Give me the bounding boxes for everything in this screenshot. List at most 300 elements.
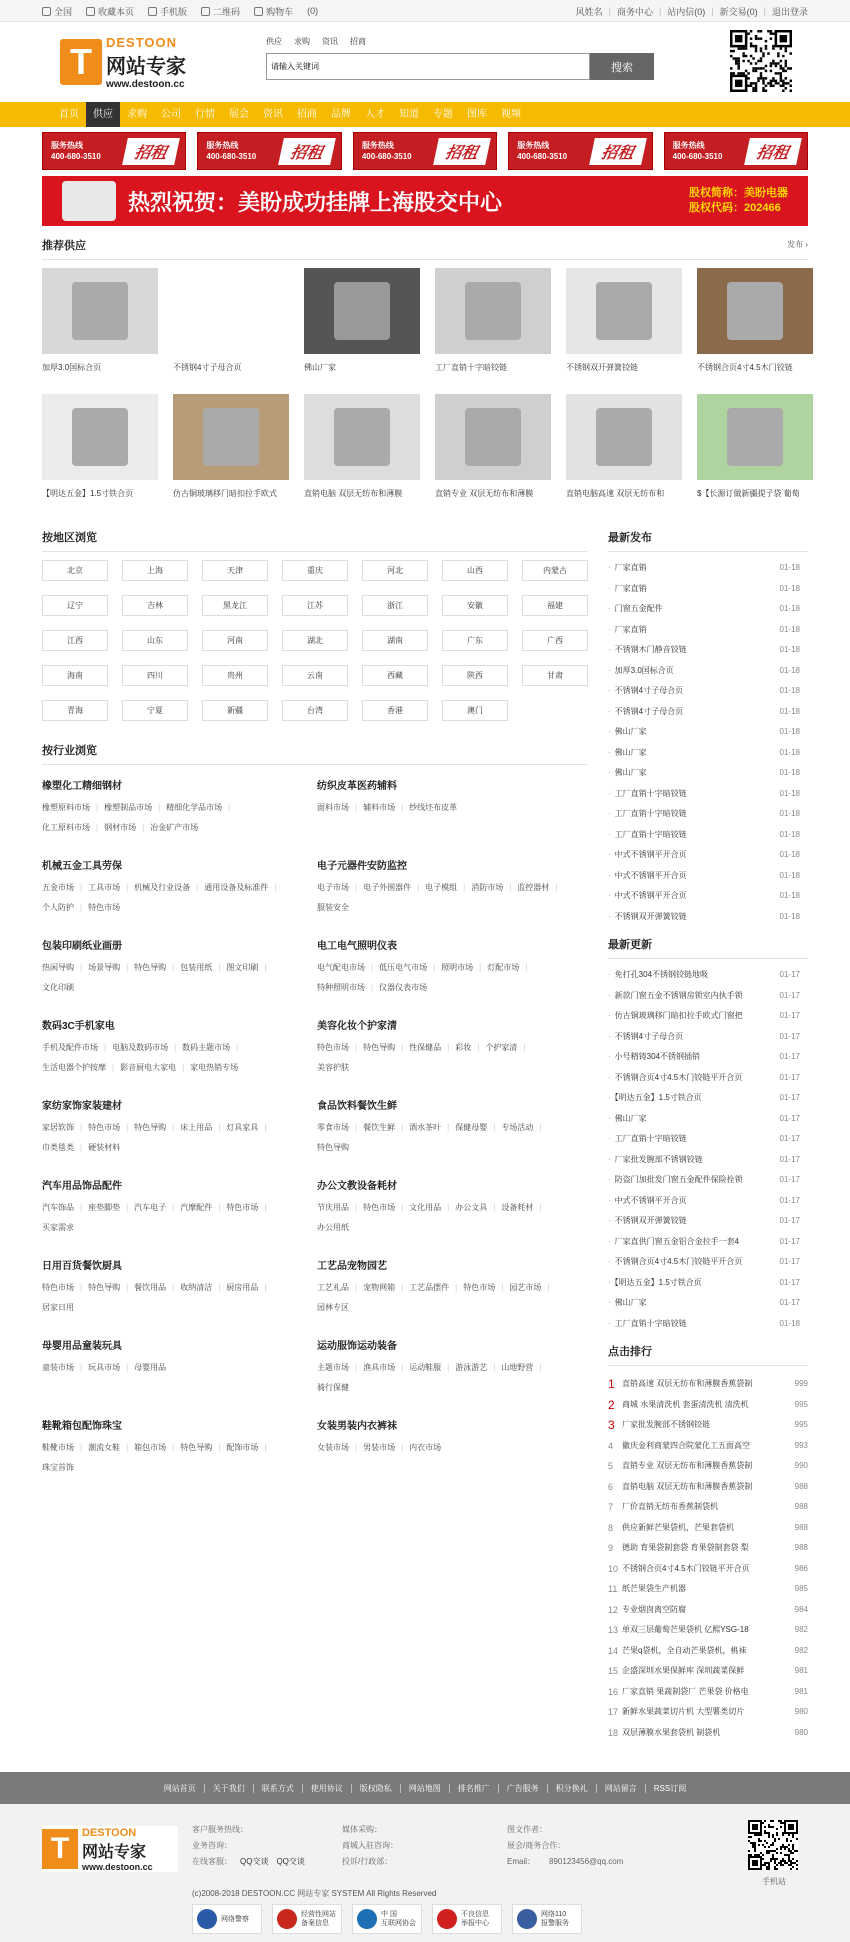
industry-link[interactable]: 低压电气市场 | — [379, 958, 435, 978]
nav-item[interactable]: 供应 — [86, 102, 120, 127]
list-item[interactable] — [608, 743, 808, 764]
product-image[interactable] — [697, 268, 813, 354]
search-tab[interactable]: 供应 — [266, 37, 282, 46]
supply-more-link[interactable]: 发布 › — [787, 240, 808, 249]
hot-item[interactable] — [608, 1518, 808, 1539]
list-item-title[interactable]: · 不锈钢合页4寸4.5木门铰链平开合页 — [608, 1068, 742, 1089]
footer-link[interactable]: 关于我们 — [205, 1784, 254, 1793]
hot-title[interactable]: 企盛深圳水果保鲜库 深圳蔬菜保鲜 — [622, 1666, 745, 1675]
industry-link[interactable]: 工艺品摆件 | — [409, 1278, 457, 1298]
industry-link[interactable]: 宠物网箱 | — [363, 1278, 403, 1298]
product-item[interactable] — [435, 268, 551, 394]
list-item[interactable] — [608, 1273, 808, 1294]
nav-item[interactable]: 招商 — [297, 109, 317, 120]
product-image[interactable] — [42, 268, 158, 354]
area-button[interactable]: 重庆 — [282, 560, 348, 581]
product-name[interactable]: 工厂直销十字暗铰链 — [435, 363, 507, 372]
industry-link[interactable]: 图文印刷 | — [226, 958, 266, 978]
industry-link[interactable]: 电气配电市场 | — [317, 958, 373, 978]
footer-link[interactable]: 联系方式 — [254, 1784, 303, 1793]
list-item[interactable] — [608, 763, 808, 784]
industry-link[interactable]: 场景导购 | — [88, 958, 128, 978]
area-button[interactable]: 河北 — [362, 560, 428, 581]
industry-category-title[interactable]: 包装印刷纸业画册 — [42, 941, 122, 952]
industry-link[interactable]: 照明市场 | — [441, 958, 481, 978]
industry-category-title[interactable]: 纺织皮革医药辅料 — [317, 781, 397, 792]
list-item-title[interactable]: · 中式不锈钢平开合页 — [608, 845, 687, 866]
industry-link[interactable]: 潮流女鞋 | — [88, 1438, 128, 1458]
product-item[interactable] — [697, 268, 813, 394]
hot-item[interactable] — [608, 1374, 808, 1395]
list-item-title[interactable]: · 工厂直销十字暗铰链 — [608, 825, 687, 846]
banner-ad[interactable] — [42, 176, 808, 226]
list-item-title[interactable]: · 厂家直销 — [608, 620, 647, 641]
industry-link[interactable]: 箱包市场 | — [134, 1438, 174, 1458]
industry-link[interactable]: 消防市场 | — [471, 878, 511, 898]
industry-link[interactable]: 特色导购 — [317, 1143, 349, 1152]
industry-link[interactable]: 特色市场 | — [88, 1118, 128, 1138]
industry-link[interactable]: 美容护肤 — [317, 1063, 349, 1072]
product-item[interactable] — [304, 268, 420, 394]
footer-email[interactable]: 890123456@qq.com — [549, 1857, 624, 1866]
hot-title[interactable]: 厂家直销 果蔬制袋厂 芒果袋 价格电 — [622, 1686, 749, 1696]
industry-link[interactable]: 个人防护 | — [42, 898, 82, 918]
list-item[interactable] — [608, 1047, 808, 1068]
topbar-link[interactable] — [42, 5, 72, 18]
hot-item[interactable] — [608, 1477, 808, 1498]
hot-item[interactable] — [608, 1641, 808, 1662]
list-item[interactable] — [608, 702, 808, 723]
hot-item[interactable] — [608, 1559, 808, 1580]
hot-title[interactable]: 供应新鲜芒果袋机，芒果套袋机 — [622, 1522, 734, 1532]
hot-title[interactable]: 直销专业 双层无纺布和薄膜香蕉袋制 — [622, 1461, 753, 1470]
industry-category-title[interactable]: 食品饮料餐饮生鲜 — [317, 1101, 397, 1112]
area-button[interactable]: 贵州 — [202, 665, 268, 686]
industry-link[interactable]: 厨房用品 | — [226, 1278, 266, 1298]
area-button[interactable]: 江西 — [42, 630, 108, 651]
industry-link[interactable]: 冶金矿产市场 — [150, 823, 199, 832]
list-item-title[interactable]: · 佛山厂家 — [608, 722, 647, 743]
industry-link[interactable]: 工艺礼品 | — [317, 1278, 357, 1298]
industry-link[interactable]: 辅料市场 | — [363, 798, 403, 818]
industry-link[interactable]: 橡塑制品市场 | — [104, 798, 160, 818]
industry-link[interactable]: 特种照明市场 | — [317, 978, 373, 998]
product-image[interactable] — [566, 394, 682, 480]
product-name[interactable]: 直销专业 双层无纺布和薄膜 — [435, 489, 534, 498]
list-item[interactable] — [608, 1211, 808, 1232]
ad-slot[interactable] — [197, 132, 341, 170]
list-item[interactable] — [608, 640, 808, 661]
industry-link[interactable]: 运动鞋服 | — [409, 1358, 449, 1378]
industry-link[interactable]: 游泳游艺 | — [455, 1358, 495, 1378]
ad-slot[interactable] — [42, 132, 186, 170]
hot-item[interactable] — [608, 1723, 808, 1744]
area-button[interactable]: 陕西 — [442, 665, 508, 686]
area-button[interactable]: 云南 — [282, 665, 348, 686]
industry-link[interactable]: 母婴用品 — [134, 1363, 167, 1372]
product-name[interactable]: $【长源订做新疆提子袋 葡萄 — [697, 489, 800, 498]
nav-item[interactable]: 人才 — [365, 109, 385, 120]
site-logo[interactable] — [60, 32, 200, 92]
industry-link[interactable]: 主题市场 | — [317, 1358, 357, 1378]
footer-link[interactable]: 版权隐私 — [352, 1784, 401, 1793]
list-item[interactable] — [608, 1314, 808, 1335]
nav-item[interactable]: 知道 — [399, 109, 419, 120]
industry-category-title[interactable]: 工艺品宠物园艺 — [317, 1261, 387, 1272]
industry-link[interactable]: 灯具家具 | — [226, 1118, 266, 1138]
hot-title[interactable]: 芒果q袋机，全自动芒果袋机，桃袜 — [622, 1645, 747, 1655]
industry-link[interactable]: 专场活动 | — [501, 1118, 541, 1138]
list-item[interactable] — [608, 1252, 808, 1273]
hot-title[interactable]: 不锈钢合页4寸4.5木门铰链平开合页 — [622, 1563, 750, 1573]
list-item-title[interactable]: · 不锈钢木门静音铰链 — [608, 640, 687, 661]
list-item[interactable] — [608, 1027, 808, 1048]
hot-item[interactable] — [608, 1682, 808, 1703]
user-link[interactable]: 站内信(0) — [667, 6, 706, 17]
area-button[interactable]: 西藏 — [362, 665, 428, 686]
industry-link[interactable]: 配饰市场 | — [226, 1438, 266, 1458]
industry-link[interactable]: 床上用品 | — [180, 1118, 220, 1138]
product-name[interactable]: 直销电脑高速 双层无纺布和 — [566, 489, 665, 498]
industry-link[interactable]: 包装用纸 | — [180, 958, 220, 978]
nav-item[interactable]: 求购 — [127, 109, 147, 120]
industry-link[interactable]: 硬装材料 — [88, 1143, 121, 1152]
industry-link[interactable]: 特色市场 | — [226, 1198, 266, 1218]
industry-link[interactable]: 汽车饰品 | — [42, 1198, 82, 1218]
industry-link[interactable]: 影音厨电大家电 | — [120, 1058, 184, 1078]
industry-category-title[interactable]: 电子元器件安防监控 — [317, 861, 407, 872]
industry-category-title[interactable]: 母婴用品童装玩具 — [42, 1341, 122, 1352]
area-button[interactable]: 山西 — [442, 560, 508, 581]
industry-link[interactable]: 园艺市场 | — [509, 1278, 549, 1298]
industry-link[interactable]: 餐饮生鲜 | — [363, 1118, 403, 1138]
area-button[interactable]: 湖南 — [362, 630, 428, 651]
footer-link[interactable]: 网站地图 — [401, 1784, 450, 1793]
list-item[interactable] — [608, 1191, 808, 1212]
industry-link[interactable]: 特色导购 | — [363, 1038, 403, 1058]
industry-category-title[interactable]: 美容化妆个护家清 — [317, 1021, 397, 1032]
area-button[interactable]: 海南 — [42, 665, 108, 686]
industry-link[interactable]: 特色市场 — [88, 903, 121, 912]
area-button[interactable]: 宁夏 — [122, 700, 188, 721]
nav-item[interactable]: 首页 — [59, 109, 79, 120]
list-item-title[interactable]: · 中式不锈钢平开合页 — [608, 1191, 687, 1212]
area-button[interactable]: 四川 — [122, 665, 188, 686]
hot-item[interactable] — [608, 1579, 808, 1600]
industry-link[interactable]: 特色导购 | — [134, 1118, 174, 1138]
area-button[interactable]: 吉林 — [122, 595, 188, 616]
hot-title[interactable]: 单双三层葡萄芒果袋机 亿熙YSG-18 — [622, 1625, 749, 1634]
hot-item[interactable] — [608, 1702, 808, 1723]
trust-badge[interactable] — [432, 1904, 502, 1934]
list-item[interactable] — [608, 599, 808, 620]
product-image[interactable] — [435, 268, 551, 354]
list-item-title[interactable]: · 工厂直销十字暗铰链 — [608, 1129, 687, 1150]
user-link[interactable]: 商务中心 — [616, 6, 653, 17]
list-item-title[interactable]: · 不锈钢4寸子母合页 — [608, 1027, 683, 1048]
hot-item[interactable] — [608, 1415, 808, 1436]
list-item[interactable] — [608, 886, 808, 907]
user-link[interactable]: 风姓名 — [575, 6, 603, 17]
topbar-link[interactable] — [201, 5, 240, 18]
list-item-title[interactable]: · 不锈钢双开弹簧铰链 — [608, 907, 687, 928]
product-name[interactable]: 不锈钢合页4寸4.5木门铰链 — [697, 363, 793, 372]
product-item[interactable] — [304, 394, 420, 520]
industry-link[interactable]: 酒水茶叶 | — [409, 1118, 449, 1138]
user-link[interactable]: 新交易(0) — [719, 6, 758, 17]
footer-link[interactable]: 广告服务 — [499, 1784, 548, 1793]
list-item-title[interactable]: · 不锈钢合页4寸4.5木门铰链平开合页 — [608, 1252, 742, 1273]
list-item[interactable] — [608, 1006, 808, 1027]
hot-item[interactable] — [608, 1456, 808, 1477]
industry-link[interactable]: 童装市场 | — [42, 1358, 82, 1378]
industry-category-title[interactable]: 橡塑化工精细钢材 — [42, 781, 122, 792]
product-image[interactable] — [173, 268, 289, 354]
footer-link[interactable]: 积分换礼 — [548, 1784, 597, 1793]
hot-title[interactable]: 徽庆金利商蒙四合院蒙化工五面高空 — [622, 1440, 750, 1450]
list-item-title[interactable]: · 中式不锈钢平开合页 — [608, 886, 687, 907]
area-button[interactable]: 香港 — [362, 700, 428, 721]
product-item[interactable] — [435, 394, 551, 520]
hot-title[interactable]: 厂家批发腕部不锈钢铰链 — [622, 1420, 710, 1429]
list-item[interactable] — [608, 1068, 808, 1089]
nav-item[interactable]: 品牌 — [331, 109, 351, 120]
industry-link[interactable]: 通用设备及标准件 | — [204, 878, 276, 898]
industry-category-title[interactable]: 运动服饰运动装备 — [317, 1341, 397, 1352]
hot-item[interactable] — [608, 1538, 808, 1559]
trust-badge[interactable] — [352, 1904, 422, 1934]
industry-link[interactable]: 特色导购 | — [180, 1438, 220, 1458]
industry-link[interactable]: 家居软饰 | — [42, 1118, 82, 1138]
list-item-title[interactable]: · 免打孔304不锈钢铰链地吸 — [608, 965, 708, 986]
product-image[interactable] — [566, 268, 682, 354]
area-button[interactable]: 辽宁 — [42, 595, 108, 616]
industry-link[interactable]: 纱线坯布皮革 — [409, 803, 458, 812]
qq-chat-link[interactable]: QQ交谈 — [276, 1857, 305, 1866]
product-name[interactable]: 不锈钢双开弹簧铰链 — [566, 363, 638, 372]
list-item-title[interactable]: · 厂家直供门窗五金铝合金拉手一套4 — [608, 1232, 739, 1253]
list-item[interactable] — [608, 866, 808, 887]
product-name[interactable]: 佛山厂家 — [304, 363, 336, 372]
industry-link[interactable]: 玩具市场 | — [88, 1358, 128, 1378]
industry-link[interactable]: 电子外围器件 | — [363, 878, 419, 898]
hot-title[interactable]: 厂价直销无纺布香蕉制袋机 — [622, 1502, 718, 1511]
nav-item[interactable]: 展会 — [229, 109, 249, 120]
search-button[interactable]: 搜索 — [590, 53, 654, 80]
list-item-title[interactable]: · 佛山厂家 — [608, 1293, 647, 1314]
search-tab[interactable]: 资讯 — [322, 37, 338, 46]
topbar-link[interactable] — [254, 5, 293, 18]
industry-link[interactable]: 设备耗材 | — [501, 1198, 541, 1218]
industry-link[interactable]: 数码主题市场 | — [182, 1038, 238, 1058]
list-item[interactable] — [608, 1150, 808, 1171]
industry-link[interactable]: 生活电器个护按摩 | — [42, 1058, 114, 1078]
industry-link[interactable]: 办公用纸 — [317, 1223, 349, 1232]
industry-link[interactable]: 座垫脚垫 | — [88, 1198, 128, 1218]
list-item-title[interactable]: · 仿古铜玻璃移门暗扣拉手欧式门窗把 — [608, 1006, 743, 1027]
list-item[interactable] — [608, 907, 808, 928]
footer-link[interactable]: RSS订阅 — [653, 1783, 687, 1793]
nav-item[interactable]: 公司 — [161, 109, 181, 120]
industry-link[interactable]: 精细化学品市场 | — [166, 798, 230, 818]
list-item-title[interactable]: · 防盗门加批发门窗五金配件保险拴锁 — [608, 1170, 743, 1191]
industry-link[interactable]: 买家需求 — [42, 1223, 74, 1232]
industry-category-title[interactable]: 办公文教设备耗材 — [317, 1181, 397, 1192]
area-button[interactable]: 青海 — [42, 700, 108, 721]
industry-link[interactable]: 工具市场 | — [88, 878, 128, 898]
industry-category-title[interactable]: 女装男装内衣裤袜 — [317, 1421, 397, 1432]
industry-link[interactable]: 渔具市场 | — [363, 1358, 403, 1378]
footer-link[interactable]: 网站首页 — [156, 1784, 205, 1793]
area-button[interactable]: 广东 — [442, 630, 508, 651]
industry-category-title[interactable]: 数码3C手机家电 — [42, 1021, 115, 1032]
industry-category-title[interactable]: 鞋靴箱包配饰珠宝 — [42, 1421, 122, 1432]
ad-slot[interactable] — [664, 132, 808, 170]
list-item-title[interactable]: · 不锈钢双开弹簧铰链 — [608, 1211, 687, 1232]
area-button[interactable]: 上海 — [122, 560, 188, 581]
list-item-title[interactable]: · 【明达五金】1.5寸铁合页 — [608, 1273, 702, 1294]
list-item[interactable] — [608, 681, 808, 702]
industry-link[interactable]: 男装市场 | — [363, 1438, 403, 1458]
list-item[interactable] — [608, 579, 808, 600]
industry-link[interactable]: 骑行保健 — [317, 1383, 349, 1392]
product-image[interactable] — [42, 394, 158, 480]
product-item[interactable] — [566, 268, 682, 394]
product-item[interactable] — [42, 394, 158, 520]
industry-link[interactable]: 电子模组 | — [425, 878, 465, 898]
industry-link[interactable]: 山地野营 | — [501, 1358, 541, 1378]
area-button[interactable]: 黑龙江 — [202, 595, 268, 616]
industry-link[interactable]: 文化印刷 — [42, 983, 74, 992]
product-image[interactable] — [697, 394, 813, 480]
hot-item[interactable] — [608, 1497, 808, 1518]
list-item[interactable] — [608, 784, 808, 805]
list-item[interactable] — [608, 825, 808, 846]
list-item[interactable] — [608, 1293, 808, 1314]
industry-link[interactable]: 保健母婴 | — [455, 1118, 495, 1138]
footer-link[interactable]: 使用协议 — [303, 1784, 352, 1793]
industry-link[interactable]: 居家日用 — [42, 1303, 74, 1312]
industry-link[interactable]: 面料市场 | — [317, 798, 357, 818]
list-item[interactable] — [608, 1109, 808, 1130]
nav-item[interactable]: 专题 — [433, 109, 453, 120]
industry-link[interactable]: 特色导购 | — [134, 958, 174, 978]
industry-link[interactable]: 仪器仪表市场 — [379, 983, 428, 992]
industry-link[interactable]: 服装安全 — [317, 903, 349, 912]
list-item-title[interactable]: · 小号精铸304不锈钢插销 — [608, 1047, 700, 1068]
hot-item[interactable] — [608, 1620, 808, 1641]
list-item-title[interactable]: · 不锈钢4寸子母合页 — [608, 702, 683, 723]
hot-title[interactable]: 专业烟囱离空防腐 — [622, 1604, 686, 1614]
industry-link[interactable]: 餐饮用品 | — [134, 1278, 174, 1298]
qq-chat-link[interactable]: QQ交谈 — [240, 1857, 269, 1866]
industry-category-title[interactable]: 机械五金工具劳保 — [42, 861, 122, 872]
industry-category-title[interactable]: 电工电气照明仪表 — [317, 941, 397, 952]
product-image[interactable] — [435, 394, 551, 480]
search-tab[interactable]: 求购 — [294, 37, 310, 46]
list-item[interactable] — [608, 1129, 808, 1150]
industry-link[interactable]: 鞋靴市场 | — [42, 1438, 82, 1458]
industry-link[interactable]: 特色市场 | — [317, 1038, 357, 1058]
product-item[interactable] — [566, 394, 682, 520]
list-item-title[interactable]: · 新款门窗五金不锈钢房锁室内执手锁 — [608, 986, 743, 1007]
ad-slot[interactable] — [353, 132, 497, 170]
industry-link[interactable]: 女装市场 | — [317, 1438, 357, 1458]
industry-link[interactable]: 园林专区 — [317, 1303, 349, 1312]
list-item-title[interactable]: · 中式不锈钢平开合页 — [608, 866, 687, 887]
area-button[interactable]: 广西 — [522, 630, 588, 651]
industry-link[interactable]: 彩妆 | — [455, 1038, 479, 1058]
hot-title[interactable]: 德助 育果袋制套袋 育果袋制套袋 梨 — [622, 1543, 749, 1552]
list-item-title[interactable]: · 佛山厂家 — [608, 763, 647, 784]
area-button[interactable]: 天津 — [202, 560, 268, 581]
industry-link[interactable]: 家电热销专场 — [190, 1063, 239, 1072]
list-item[interactable] — [608, 1170, 808, 1191]
product-item[interactable] — [173, 394, 289, 520]
product-name[interactable]: 【明达五金】1.5寸铁合页 — [42, 489, 134, 498]
list-item[interactable] — [608, 620, 808, 641]
industry-link[interactable]: 特色市场 | — [42, 1278, 82, 1298]
industry-link[interactable]: 办公文具 | — [455, 1198, 495, 1218]
industry-link[interactable]: 汽摩配件 | — [180, 1198, 220, 1218]
search-input[interactable] — [266, 53, 590, 80]
nav-item[interactable]: 行情 — [195, 109, 215, 120]
trust-badge[interactable] — [272, 1904, 342, 1934]
industry-link[interactable]: 热闲导购 | — [42, 958, 82, 978]
hot-title[interactable]: 商城 水果清洗机 套蛋清洗机 清洗机 — [622, 1399, 749, 1409]
list-item[interactable] — [608, 722, 808, 743]
area-button[interactable]: 山东 — [122, 630, 188, 651]
industry-link[interactable]: 监控器材 | — [517, 878, 557, 898]
industry-link[interactable]: 特色市场 | — [363, 1198, 403, 1218]
list-item-title[interactable]: · 工厂直销十字暗铰链 — [608, 1314, 687, 1335]
industry-link[interactable]: 文化用品 | — [409, 1198, 449, 1218]
hot-title[interactable]: 直销电脑 双层无纺布和薄膜香蕉袋制 — [622, 1481, 753, 1491]
area-button[interactable]: 北京 — [42, 560, 108, 581]
footer-link[interactable]: 排名推广 — [450, 1784, 499, 1793]
product-name[interactable]: 直销电脑 双层无纺布和薄膜 — [304, 489, 403, 498]
list-item-title[interactable]: · 佛山厂家 — [608, 1109, 647, 1130]
product-image[interactable] — [304, 394, 420, 480]
footer-link[interactable]: 网站留言 — [597, 1784, 646, 1793]
list-item[interactable] — [608, 845, 808, 866]
industry-category-title[interactable]: 汽车用品饰品配件 — [42, 1181, 122, 1192]
area-button[interactable]: 河南 — [202, 630, 268, 651]
hot-item[interactable] — [608, 1395, 808, 1416]
topbar-link[interactable] — [148, 5, 187, 18]
area-button[interactable]: 台湾 — [282, 700, 348, 721]
area-button[interactable]: 江苏 — [282, 595, 348, 616]
industry-link[interactable]: 个护家清 | — [485, 1038, 525, 1058]
list-item-title[interactable]: · 工厂直销十字暗铰链 — [608, 804, 687, 825]
product-name[interactable]: 不锈钢4寸子母合页 — [173, 363, 242, 372]
industry-link[interactable]: 性保健品 | — [409, 1038, 449, 1058]
list-item[interactable] — [608, 986, 808, 1007]
hot-item[interactable] — [608, 1600, 808, 1621]
list-item[interactable] — [608, 804, 808, 825]
list-item-title[interactable]: · 加厚3.0国标合页 — [608, 661, 674, 682]
industry-link[interactable]: 特色导购 | — [88, 1278, 128, 1298]
area-button[interactable]: 内蒙古 — [522, 560, 588, 581]
hot-title[interactable]: 直销高速 双层无纺布和薄膜香蕉袋制 — [622, 1379, 753, 1388]
trust-badge[interactable] — [192, 1904, 262, 1934]
product-image[interactable] — [304, 268, 420, 354]
hot-item[interactable] — [608, 1661, 808, 1682]
product-name[interactable]: 仿古铜玻璃移门暗扣拉手欧式 — [173, 489, 277, 498]
area-button[interactable]: 澳门 — [442, 700, 508, 721]
product-item[interactable] — [42, 268, 158, 394]
nav-item[interactable]: 视频 — [501, 109, 521, 120]
